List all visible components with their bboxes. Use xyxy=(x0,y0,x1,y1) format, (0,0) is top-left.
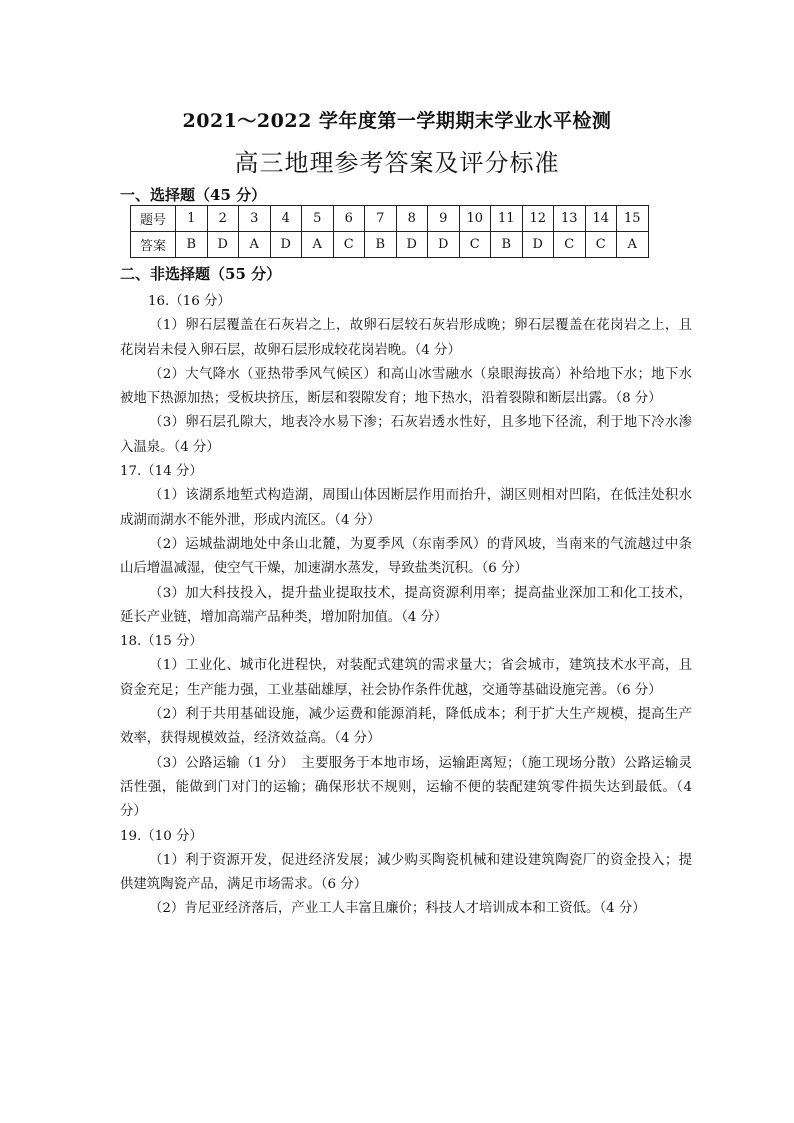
question-number-cell: 11 xyxy=(491,206,523,232)
row-header-number: 题号 xyxy=(131,206,176,232)
answer-cell: D xyxy=(270,232,302,258)
answer-paragraph: （3）加大科技投入，提升盐业提取技术，提高资源利用率；提高盐业深加工和化工技术，延长产业链，增加高端产品种类，增加附加值。（4 分） xyxy=(120,585,692,625)
question-header-16: 16.（16 分） xyxy=(148,294,231,309)
question-header-18: 18.（15 分） xyxy=(120,634,203,650)
answer-paragraph: （1）卵石层覆盖在石灰岩之上，故卵石层较石灰岩形成晚；卵石层覆盖在花岗岩之上，且花岗岩未侵入卵石层，故卵石层形成较花岗岩晚。（4 分） xyxy=(120,318,692,358)
answer-cell: D xyxy=(428,232,460,258)
section-heading-non-choice: 二、非选择题（55 分） xyxy=(120,265,282,283)
question-number-cell: 4 xyxy=(270,206,302,232)
answer-paragraph: （2）大气降水（亚热带季风气候区）和高山冰雪融水（泉眼海拔高）补给地下水；地下水被地下热源加热；受板块挤压，断层和裂隙发育；地下热水，沿着裂隙和断层出露。（8 分） xyxy=(120,366,692,407)
question-number-cell: 6 xyxy=(333,206,365,232)
answer-cell: D xyxy=(522,232,554,258)
answer-cell: B xyxy=(365,232,397,258)
question-number-cell: 5 xyxy=(302,206,334,232)
answer-paragraph: （2）运城盐湖地处中条山北麓，为夏季风（东南季风）的背风坡，当南来的气流越过中条山后增温减湿，使空气干燥，加速湖水蒸发，导致盐类沉积。（6 分） xyxy=(120,536,692,577)
answer-cell: A xyxy=(617,232,649,258)
question-number-cell: 14 xyxy=(585,206,617,232)
answer-paragraph: （1）利于资源开发，促进经济发展；减少购买陶瓷机械和建设建筑陶瓷厂的资金投入；提供建筑陶瓷产品，满足市场需求。（6 分） xyxy=(120,852,692,893)
question-header-19: 19.（10 分） xyxy=(120,828,203,844)
question-number-cell: 2 xyxy=(207,206,239,232)
answer-paragraph: （1）该湖系地堑式构造湖，周围山体因断层作用而抬升，湖区则相对凹陷，在低洼处积水成湖而湖水不能外泄，形成内流区。（4 分） xyxy=(120,488,692,528)
question-number-cell: 13 xyxy=(554,206,586,232)
page-subtitle: 高三地理参考答案及评分标准 xyxy=(234,149,560,177)
answer-cell: B xyxy=(176,232,208,258)
answer-paragraph: （2）利于共用基础设施，减少运费和能源消耗，降低成本；利于扩大生产规模，提高生产效率，获得规模效益，经济效益高。（4 分） xyxy=(120,707,692,747)
answer-table xyxy=(130,205,649,258)
section-heading-choice: 一、选择题（45 分） xyxy=(120,186,267,204)
answer-cell: C xyxy=(554,232,586,258)
question-number-cell: 15 xyxy=(617,206,649,232)
answers-body xyxy=(120,290,692,922)
question-number-cell: 3 xyxy=(239,206,271,232)
answer-cell: B xyxy=(491,232,523,258)
row-header-answer: 答案 xyxy=(131,232,176,258)
answer-cell: A xyxy=(239,232,271,258)
answer-cell: C xyxy=(459,232,491,258)
question-number-cell: 1 xyxy=(176,206,208,232)
question-header-17: 17.（14 分） xyxy=(120,464,203,480)
answer-table-row-answers xyxy=(131,232,649,258)
answer-cell: C xyxy=(585,232,617,258)
question-number-cell: 9 xyxy=(428,206,460,232)
question-number-cell: 8 xyxy=(396,206,428,232)
answer-paragraph: （2）肯尼亚经济落后，产业工人丰富且廉价；科技人才培训成本和工资低。（4 分） xyxy=(149,901,646,917)
answer-cell: A xyxy=(302,232,334,258)
answer-cell: D xyxy=(396,232,428,258)
answer-cell: C xyxy=(333,232,365,258)
answer-paragraph: （3）公路运输（1 分） 主要服务于本地市场，运输距离短；（施工现场分散）公路运输灵活性强，能做到门对门的运输；确保形状不规则，运输不便的装配建筑零件损失达到最低。（4 分） xyxy=(120,755,692,820)
answer-table-row-numbers xyxy=(131,206,649,232)
question-number-cell: 12 xyxy=(522,206,554,232)
answer-cell: D xyxy=(207,232,239,258)
question-number-cell: 10 xyxy=(459,206,491,232)
page-title: 2021～2022 学年度第一学期期末学业水平检测 xyxy=(182,110,612,132)
answer-paragraph: （1）工业化、城市化进程快，对装配式建筑的需求量大；省会城市，建筑技术水平高，且资金充足；生产能力强，工业基础雄厚，社会协作条件优越，交通等基础设施完善。（6 分） xyxy=(120,658,692,698)
question-number-cell: 7 xyxy=(365,206,397,232)
answer-paragraph: （3）卵石层孔隙大，地表冷水易下渗；石灰岩透水性好，且多地下径流，利于地下冷水渗入温泉。（4 分） xyxy=(120,415,692,455)
